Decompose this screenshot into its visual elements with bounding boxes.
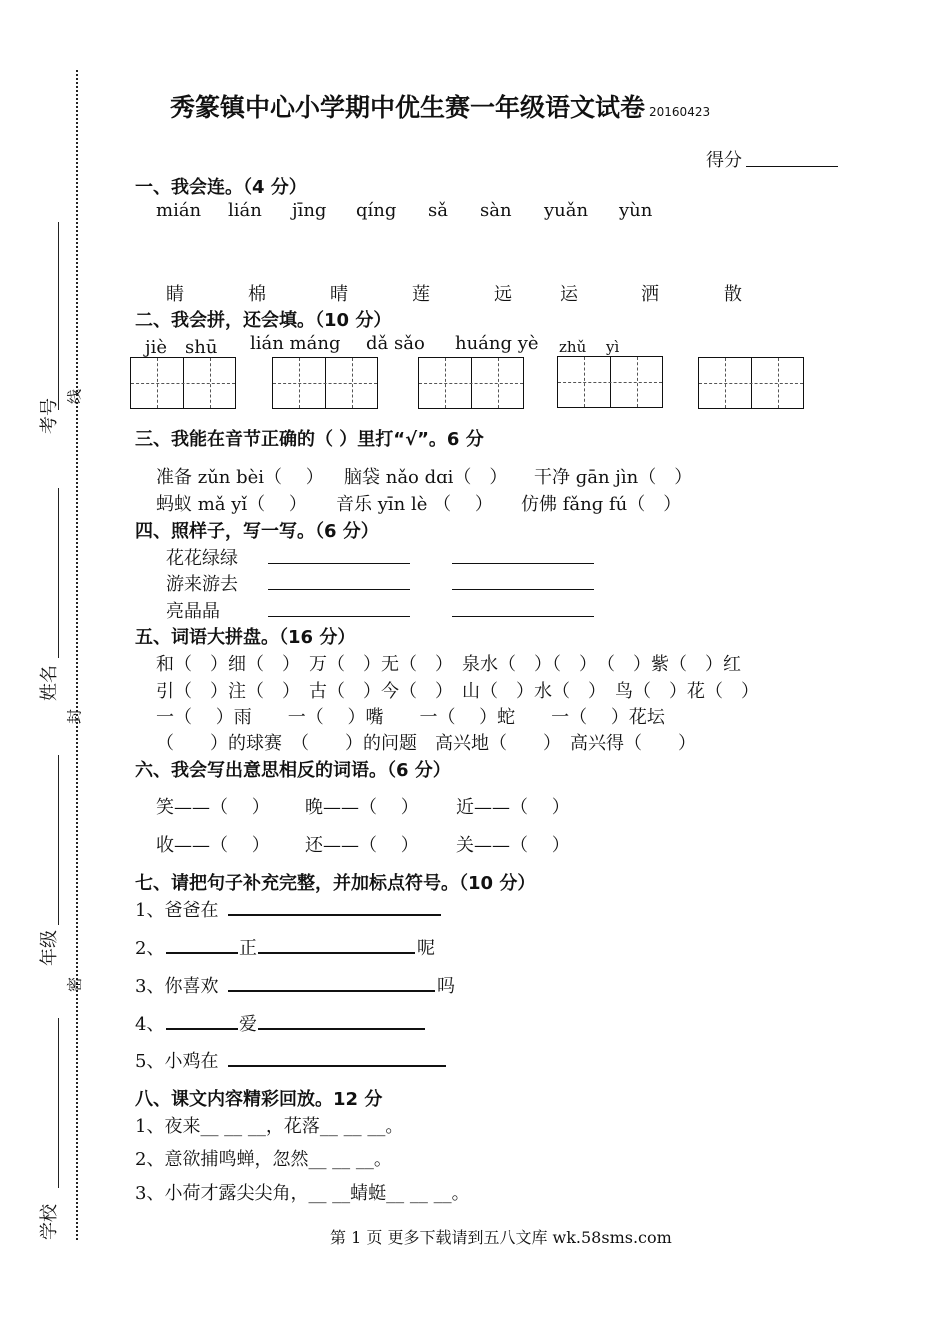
s1-pinyin-5: sǎ (428, 200, 448, 221)
s1-char-4: 莲 (412, 284, 430, 305)
s6-item-4[interactable]: 收——（ ） (156, 835, 270, 856)
s7-line4-mid: 爱 (239, 1014, 257, 1035)
s1-pinyin-7: yuǎn (544, 200, 589, 221)
nianji-label: 年级 (39, 930, 60, 966)
s7-line4-blank-b[interactable] (258, 1028, 425, 1030)
s7-line2-blank-a[interactable] (166, 952, 238, 954)
s7-line4-blank-a[interactable] (166, 1028, 238, 1030)
s1-char-6: 运 (560, 284, 578, 305)
xuexiao-label: 学校 (39, 1204, 60, 1240)
s1-pinyin-8: yùn (619, 200, 653, 221)
page-title (170, 88, 710, 124)
s7-line5-blank[interactable] (228, 1065, 446, 1067)
s8-line-2[interactable]: 2、意欲捕鸣蝉，忽然__ __ __。 (135, 1149, 392, 1170)
s7-line2-blank-b[interactable] (258, 952, 415, 954)
s1-heading: 一、我会连。（4 分） (135, 177, 307, 198)
tianzige-box-1[interactable] (130, 357, 236, 409)
s7-line2-post: 呢 (417, 938, 435, 959)
s7-line3-post: 吗 (437, 976, 455, 997)
nianji-line (58, 755, 59, 925)
tianzige-box-2[interactable] (272, 357, 378, 409)
s7-line3-prefix: 3、你喜欢 (135, 976, 219, 997)
s2-pinyin-3: dǎ sǎo (366, 333, 425, 354)
s4-example-2: 游来游去 (166, 574, 238, 595)
s7-line5-prefix: 5、小鸡在 (135, 1051, 219, 1072)
kaohao-label: 考号 (39, 398, 60, 434)
s3-item-2[interactable]: 脑袋 nǎo dɑi（ ） (344, 467, 508, 488)
s6-heading: 六、我会写出意思相反的词语。（6 分） (135, 760, 451, 781)
s6-item-3[interactable]: 近——（ ） (456, 797, 570, 818)
s3-heading: 三、我能在音节正确的（ ）里打“√”。6 分 (135, 429, 484, 450)
page-footer: 第 1 页 更多下载请到五八文库 wk.58sms.com (330, 1228, 672, 1247)
xingming-label: 姓名 (39, 665, 60, 701)
s7-heading: 七、请把句子补充完整，并加标点符号。（10 分） (135, 873, 536, 894)
s7-line2-prefix: 2、 (135, 938, 165, 959)
s1-char-1: 睛 (166, 284, 184, 305)
s6-item-2[interactable]: 晚——（ ） (305, 797, 419, 818)
s2-pinyin-1: jiè shū (145, 337, 218, 358)
s1-pinyin-3: jīng (292, 200, 327, 221)
s1-pinyin-1: mián (156, 200, 202, 221)
s2-pinyin-4: huáng yè (455, 333, 539, 354)
score-blank[interactable] (746, 166, 838, 167)
s5-row-3[interactable]: 一（ ）雨 一（ ）嘴 一（ ）蛇 一（ ）花坛 (156, 707, 665, 728)
s5-row-4[interactable]: （ ）的球赛 （ ）的问题 高兴地（ ） 高兴得（ ） (156, 733, 696, 754)
s2-pinyin-5: zhǔ yì (559, 338, 620, 356)
s6-item-6[interactable]: 关——（ ） (456, 835, 570, 856)
tianzige-box-3[interactable] (418, 357, 524, 409)
kaohao-line (58, 222, 59, 410)
s7-line3-blank[interactable] (228, 990, 435, 992)
s1-char-5: 远 (494, 284, 512, 305)
s1-char-3: 晴 (330, 284, 348, 305)
s4-heading: 四、照样子，写一写。（6 分） (135, 521, 379, 542)
s7-line1-prefix: 1、爸爸在 (135, 900, 219, 921)
s4-blank-2b[interactable] (452, 589, 594, 590)
feng-label: 封 (65, 709, 84, 725)
s4-blank-3b[interactable] (452, 616, 594, 617)
s1-pinyin-4: qíng (356, 200, 397, 221)
s4-blank-2a[interactable] (268, 589, 410, 590)
xuexiao-line (58, 1018, 59, 1188)
s4-blank-1b[interactable] (452, 563, 594, 564)
title-date: 20160423 (649, 105, 711, 119)
s8-heading: 八、课文内容精彩回放。12 分 (135, 1089, 383, 1110)
s3-item-5[interactable]: 音乐 yīn lè （ ） (336, 494, 493, 515)
s2-pinyin-2: lián máng (250, 333, 341, 354)
s7-line1-blank[interactable] (228, 914, 441, 916)
s4-example-1: 花花绿绿 (166, 548, 238, 569)
binding-dotted-line (76, 70, 78, 1240)
s2-heading: 二、我会拼，还会填。（10 分） (135, 310, 392, 331)
s1-char-8: 散 (724, 284, 742, 305)
s8-line-3[interactable]: 3、小荷才露尖尖角，__ __蜻蜓__ __ __。 (135, 1183, 470, 1204)
s5-row-1[interactable]: 和（ ）细（ ） 万（ ）无（ ） 泉水（ ）（ ） （ ）紫（ ）红 (156, 654, 741, 675)
s8-line-1[interactable]: 1、夜来__ __ __，花落__ __ __。 (135, 1116, 404, 1137)
s3-item-3[interactable]: 干净 ɡān jìn（ ） (534, 467, 693, 488)
s4-example-3: 亮晶晶 (166, 601, 220, 622)
mi-label: 密 (65, 977, 84, 993)
s6-item-5[interactable]: 还——（ ） (305, 835, 419, 856)
s3-item-6[interactable]: 仿佛 fǎnɡ fú（ ） (521, 494, 682, 515)
s3-item-1[interactable]: 准备 zǔn bèi（ ） (156, 467, 324, 488)
title-text: 秀篆镇中心小学期中优生赛一年级语文试卷 (170, 93, 646, 122)
s4-blank-3a[interactable] (268, 616, 410, 617)
tianzige-box-5[interactable] (698, 357, 804, 409)
s1-pinyin-6: sàn (480, 200, 512, 221)
s3-item-4[interactable]: 蚂蚁 mǎ yǐ（ ） (156, 494, 307, 515)
s6-item-1[interactable]: 笑——（ ） (156, 797, 270, 818)
s4-blank-1a[interactable] (268, 563, 410, 564)
s1-pinyin-2: lián (228, 200, 262, 221)
tianzige-box-4[interactable] (557, 356, 663, 408)
s1-char-7: 洒 (641, 284, 659, 305)
s7-line2-mid: 正 (239, 938, 257, 959)
score-label: 得分 (706, 150, 742, 171)
xingming-line (58, 488, 59, 658)
s5-row-2[interactable]: 引（ ）注（ ） 古（ ）今（ ） 山（ ）水（ ） 鸟（ ）花（ ） (156, 681, 759, 702)
s1-char-2: 棉 (248, 284, 266, 305)
xian-label: 线 (65, 389, 84, 405)
s7-line4-prefix: 4、 (135, 1014, 165, 1035)
s5-heading: 五、词语大拼盘。（16 分） (135, 627, 356, 648)
